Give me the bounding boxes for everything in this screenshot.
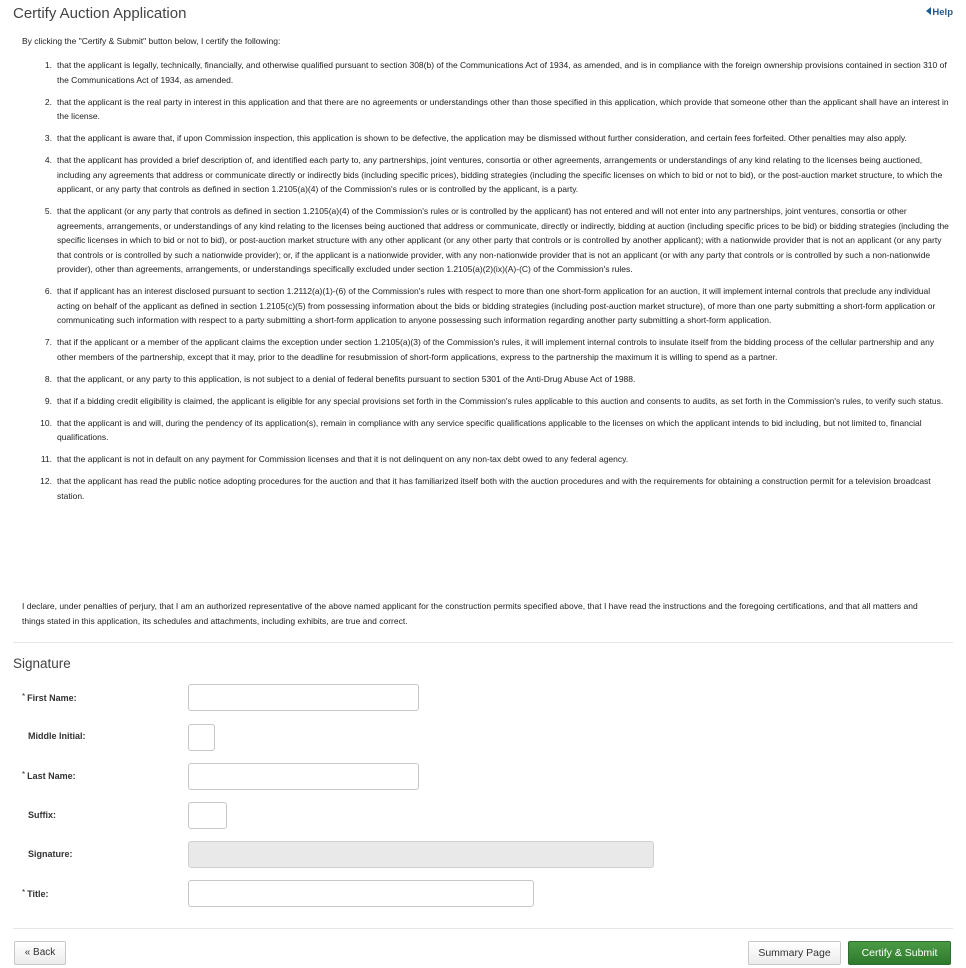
required-marker: * xyxy=(22,770,26,779)
certification-item xyxy=(20,284,950,328)
signature-input xyxy=(188,841,654,868)
page-title: Certify Auction Application xyxy=(13,5,187,22)
item-text: that the applicant, or any party to this application, is not subject to a denial of federal benefits pursuant to section 5301 of the Anti-Drug Abuse Act of 1988. xyxy=(57,373,636,384)
certification-item xyxy=(20,131,950,146)
middle-initial-label: Middle Initial: xyxy=(28,731,86,741)
certification-item xyxy=(20,204,950,277)
certification-item xyxy=(20,58,950,87)
title-label xyxy=(22,888,48,899)
certification-item xyxy=(20,153,950,197)
suffix-input[interactable] xyxy=(188,802,227,829)
middle-initial-input[interactable] xyxy=(188,724,215,751)
certification-item xyxy=(20,474,950,503)
item-number: 3. xyxy=(44,133,52,143)
item-number: 8. xyxy=(44,373,52,384)
item-number: 2. xyxy=(44,96,52,107)
first-name-label xyxy=(22,692,77,703)
item-text: that the applicant (or any party that controls as defined in section 1.2105(a)(4) of the Commission's rules or is controlled by the applicant) has not entered and will not enter into any partnerships, joint ventures, consortia or other agreements, arrangements, or understandings of any kind relating to the licenses being auctioned that address or communicate, directly or indirectly, bidding at auction (including specific prices to be bid) or bidding strategies (including the specific licenses in which to bid or not to bid), or post-auction market structure with any other applicant (or any other party that controls or is controlled by another applicant); with a nationwide provider that is not an applicant (or any party that controls or is controlled by such a nationwide provider); or, if the applicant is a nationwide provider, with any non-nationwide provider that is not an applicant (or with any party that controls or is controlled by such a non-nationwide provider), other than agreements, arrangements, or understandings specifically excluded under section 1.2105(a)(2)(ix)(A)-(C) of the Commission's rules. xyxy=(57,206,949,274)
help-label: Help xyxy=(932,7,953,18)
last-name-label xyxy=(22,770,76,781)
certification-item xyxy=(20,452,950,467)
item-text: that if the applicant or a member of the applicant claims the exception under section 1.2105(a)(3) of the Commission's rules, it will implement internal controls to insulate itself from the bidding process of the cellular partnership and any other members of the partnership, except that it may, prior to the deadline for resubmission of short-form applications, express to the partnership the maximum it is willing to spend as a partner. xyxy=(57,337,935,362)
first-name-label-text: First Name: xyxy=(27,693,77,703)
perjury-declaration: I declare, under penalties of perjury, that I am an authorized representative of the above named applicant for the construction permits specified above, that I have read the instructions and the foregoing certifications, and that all matters and things stated in this application, its schedules and attachments, including exhibits, are true and correct. xyxy=(22,601,918,626)
item-number: 11. xyxy=(40,454,52,464)
certification-item xyxy=(20,372,950,387)
item-number: 4. xyxy=(44,155,52,165)
title-input[interactable] xyxy=(188,880,534,907)
item-text: that the applicant is and will, during the pendency of its application(s), remain in compliance with any service specific qualifications applicable to the licenses on which the applicant intends to bid including, but not limited to, financial qualifications. xyxy=(57,417,922,442)
summary-page-button[interactable]: Summary Page xyxy=(748,941,841,965)
item-text: that the applicant has provided a brief description of, and identified each party to, any partnerships, joint ventures, consortia or other agreements, arrangements or understandings of any kind relating to the licenses being auctioned, including any agreements that address or communicate directly or indirectly bids (including specific prices), bidding strategies (including the specific licenses on which to bid or not to bid), or the post-auction market structure, to which the applicant, or any party that controls as defined in section 1.2105(a)(4) of the Commission's rules or is controlled by the applicant, is a party. xyxy=(57,155,943,194)
certification-item xyxy=(20,335,950,364)
first-name-input[interactable] xyxy=(188,684,419,711)
item-number: 12. xyxy=(40,476,52,486)
back-button[interactable]: « Back xyxy=(14,941,66,965)
item-text: that if a bidding credit eligibility is claimed, the applicant is eligible for any special provisions set forth in the Commission's rules applicable to this auction and consents to audits, as set forth in the Commission's rules, to verify such status. xyxy=(57,395,944,406)
last-name-input[interactable] xyxy=(188,763,419,790)
item-number: 7. xyxy=(44,337,52,347)
footer-divider xyxy=(13,928,953,929)
required-marker: * xyxy=(22,888,26,897)
item-text: that the applicant is not in default on any payment for Commission licenses and that it is not delinquent on any non-tax debt owed to any federal agency. xyxy=(57,454,629,464)
item-text: that the applicant is the real party in interest in this application and that there are no agreements or understandings other than those specified in this application, which provide that someone other than the applicant shall have an interest in the license. xyxy=(57,96,949,121)
certification-list xyxy=(20,58,950,511)
certification-item xyxy=(20,416,950,445)
certification-item xyxy=(20,394,950,409)
section-divider xyxy=(13,642,953,643)
item-text: that the applicant is legally, technically, financially, and otherwise qualified pursuant to section 308(b) of the Communications Act of 1934, as amended, and is in compliance with the foreign ownership provisions contained in section 310 of the Communications Act of 1934, as amended. xyxy=(57,60,947,85)
item-text: that if applicant has an interest disclosed pursuant to section 1.2112(a)(1)-(6) of the Commission's rules with respect to more than one short-form application for an auction, it will implement internal controls that preclude any individual acting on behalf of the applicant as defined in section 1.2105(c)(5) from possessing information about the bids or bidding strategies (including post-auction market structure), of more than one party submitting a short-form application or communicating such information with respect to a party submitting a short-form application to anyone possessing such information regarding another party submitting a short-form application. xyxy=(57,286,936,325)
item-number: 10. xyxy=(40,417,52,428)
certification-item xyxy=(20,95,950,124)
item-number: 6. xyxy=(44,286,52,296)
page-header xyxy=(13,4,953,24)
item-number: 1. xyxy=(44,60,52,70)
last-name-label-text: Last Name: xyxy=(27,771,76,781)
help-link[interactable] xyxy=(926,7,953,18)
certify-submit-button[interactable]: Certify & Submit xyxy=(848,941,951,965)
suffix-label: Suffix: xyxy=(28,810,56,820)
item-number: 9. xyxy=(44,395,52,406)
caret-left-icon xyxy=(926,7,931,15)
item-text: that the applicant is aware that, if upon Commission inspection, this application is shown to be defective, the application may be dismissed without further consideration, and certain fees forfeited. Other penalties may also apply. xyxy=(57,133,907,143)
required-marker: * xyxy=(22,692,26,701)
item-text: that the applicant has read the public notice adopting procedures for the auction and that it has familiarized itself both with the auction procedures and with the requirements for obtaining a construction permit for a television broadcast station. xyxy=(57,476,931,501)
title-label-text: Title: xyxy=(27,889,49,899)
signature-section-title: Signature xyxy=(13,656,71,671)
signature-label: Signature: xyxy=(28,849,73,859)
item-number: 5. xyxy=(44,206,52,216)
certification-intro: By clicking the "Certify & Submit" button below, I certify the following: xyxy=(22,36,281,46)
